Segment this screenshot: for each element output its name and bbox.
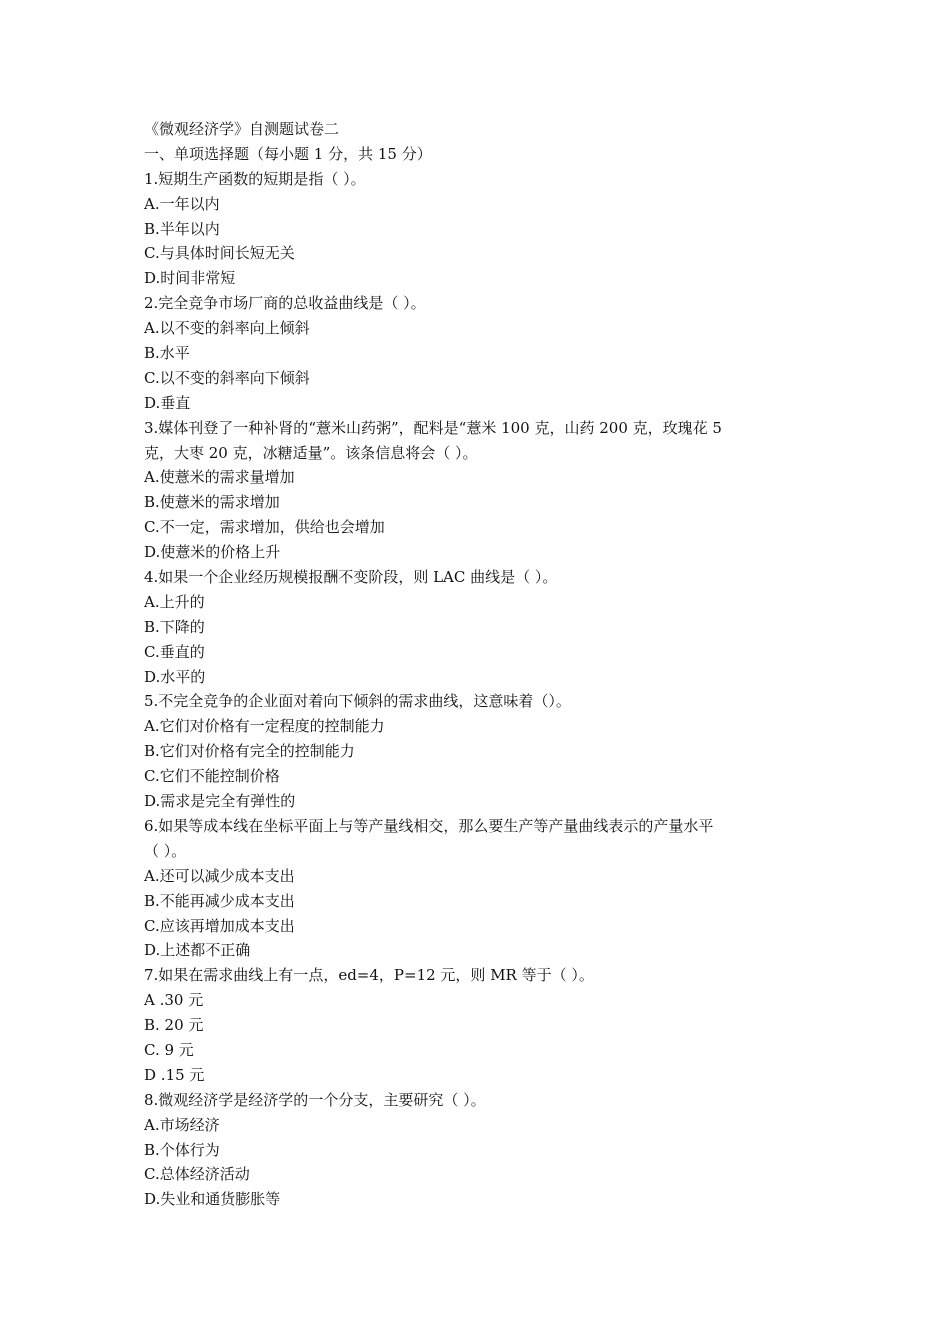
answer-option: B.使薏米的需求增加 (144, 493, 280, 512)
question-stem: 5.不完全竞争的企业面对着向下倾斜的需求曲线，这意味着（）。 (144, 692, 571, 711)
answer-option: A.还可以减少成本支出 (144, 866, 295, 885)
answer-option: C.不一定，需求增加，供给也会增加 (144, 518, 385, 537)
answer-option: A.使薏米的需求量增加 (144, 468, 295, 487)
answer-option: D.上述都不正确 (144, 941, 251, 960)
question-stem: 4.如果一个企业经历规模报酬不变阶段，则 LAC 曲线是（ ）。 (144, 568, 558, 587)
question-stem: 7.如果在需求曲线上有一点，ed=4，P=12 元，则 MR 等于（ ）。 (144, 966, 594, 985)
answer-option: C.以不变的斜率向下倾斜 (144, 368, 310, 387)
section-heading: 一、单项选择题（每小题 1 分，共 15 分） (144, 144, 432, 163)
answer-option: D .15 元 (144, 1065, 205, 1084)
answer-option: C.它们不能控制价格 (144, 767, 280, 786)
answer-option: D.垂直 (144, 393, 191, 412)
answer-option: A.它们对价格有一定程度的控制能力 (144, 717, 385, 736)
answer-option: C.应该再增加成本支出 (144, 916, 295, 935)
question-stem-line-1: 3.媒体刊登了一种补肾的“薏米山药粥”，配料是“薏米 100 克，山药 200 克，玫瑰花 5 (144, 418, 722, 437)
answer-option: B.个体行为 (144, 1140, 220, 1159)
answer-option: A.市场经济 (144, 1115, 220, 1134)
answer-option: B.水平 (144, 344, 190, 363)
answer-option: D.需求是完全有弹性的 (144, 792, 296, 811)
answer-option: C. 9 元 (144, 1040, 194, 1059)
answer-option: B.它们对价格有完全的控制能力 (144, 742, 355, 761)
answer-option: D.水平的 (144, 667, 206, 686)
answer-option: B. 20 元 (144, 1016, 204, 1035)
question-stem: 2.完全竞争市场厂商的总收益曲线是（ ）。 (144, 294, 426, 313)
answer-option: A.一年以内 (144, 194, 220, 213)
answer-option: D.时间非常短 (144, 269, 236, 288)
answer-option: A.上升的 (144, 592, 205, 611)
question-stem: 1.短期生产函数的短期是指（ ）。 (144, 169, 366, 188)
answer-option: B.不能再减少成本支出 (144, 891, 295, 910)
answer-option: B.半年以内 (144, 219, 220, 238)
answer-option: D.使薏米的价格上升 (144, 543, 281, 562)
answer-option: D.失业和通货膨胀等 (144, 1190, 281, 1209)
answer-option: A .30 元 (144, 991, 204, 1010)
answer-option: C.总体经济活动 (144, 1165, 250, 1184)
document-title: 《微观经济学》自测题试卷二 (144, 120, 340, 138)
answer-option: C.垂直的 (144, 642, 205, 661)
question-stem-line-2: 克，大枣 20 克，冰糖适量”。该条信息将会（ ）。 (144, 443, 478, 462)
question-stem: 8.微观经济学是经济学的一个分支，主要研究（ ）。 (144, 1090, 486, 1109)
document-body (144, 117, 810, 1212)
answer-option: C.与具体时间长短无关 (144, 244, 295, 263)
answer-option: A.以不变的斜率向上倾斜 (144, 319, 310, 338)
question-stem-line-1: 6.如果等成本线在坐标平面上与等产量线相交，那么要生产等产量曲线表示的产量水平 (144, 816, 714, 835)
question-stem-line-2: （ ）。 (144, 841, 187, 860)
answer-option: B.下降的 (144, 617, 205, 636)
